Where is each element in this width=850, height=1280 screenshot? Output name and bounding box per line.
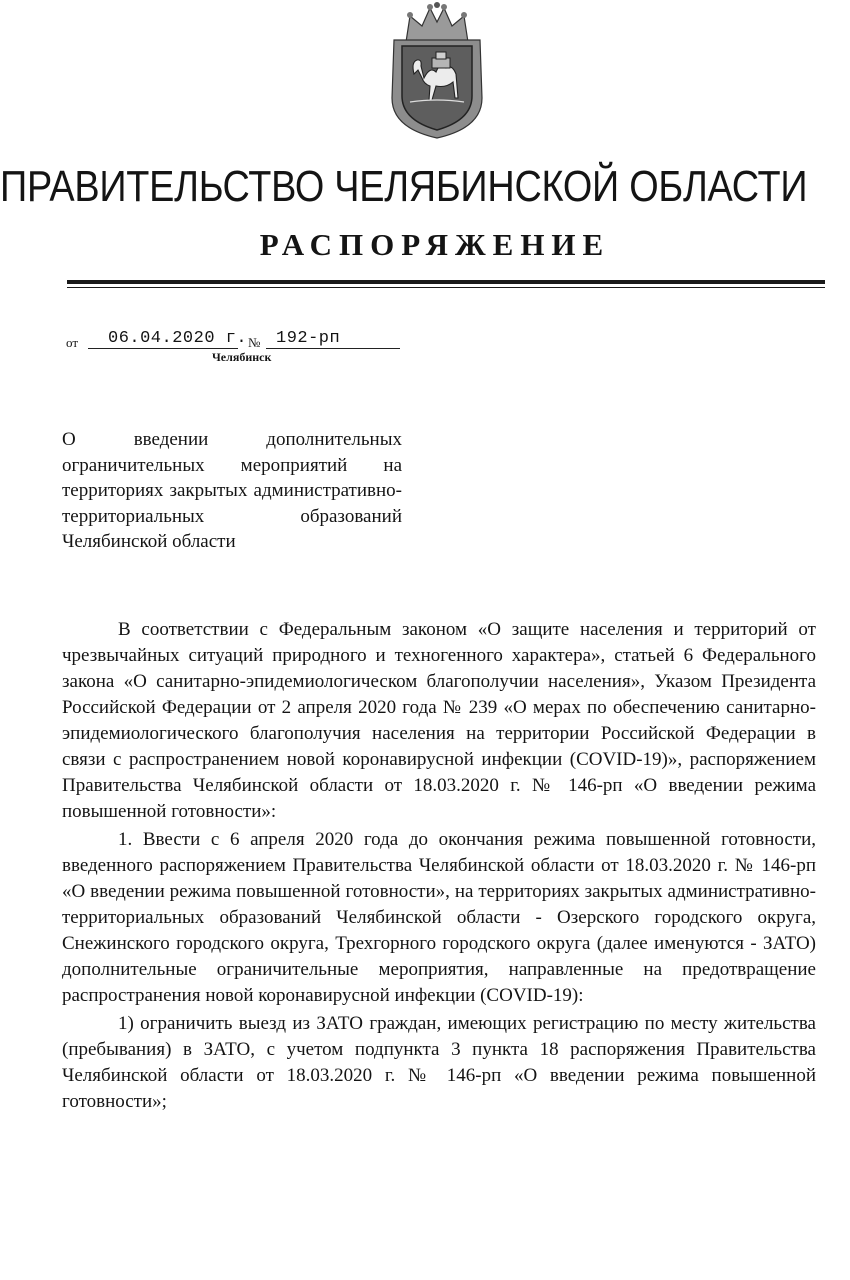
document-date: 06.04.2020 г. <box>108 329 248 348</box>
chelyabinsk-coat-of-arms-icon <box>384 2 490 140</box>
number-underline <box>266 348 400 349</box>
document-number: 192-рп <box>276 329 341 348</box>
document-type: РАСПОРЯЖЕНИЕ <box>259 227 611 262</box>
header-divider-thick <box>67 280 825 284</box>
from-label: от <box>66 335 79 350</box>
header-divider-thin <box>67 287 825 288</box>
number-label: № <box>248 335 261 350</box>
city-label: Челябинск <box>212 350 272 364</box>
item-1-paragraph: 1. Ввести с 6 апреля 2020 года до окончания режима повышенной готовности, введенного распоряжением Правительства Челябинской области от 18.03.2020 г. № 146-рп «О введении режима повышенной готовности», на территориях закрытых административно-территориальных образований Челябинской области - Озерского городского округа, Снежинского городского округа, Трехгорного городского округа (далее именуются - ЗАТО) дополнительные ограничительные мероприятия, направленные на предотвращение распространения новой коронавирусной инфекции (COVID-19): <box>62 829 816 1006</box>
government-title: ПРАВИТЕЛЬСТВО ЧЕЛЯБИНСКОЙ ОБЛАСТИ <box>0 162 808 211</box>
item-1-1-paragraph: 1) ограничить выезд из ЗАТО граждан, имеющих регистрацию по месту жительства (пребывания) в ЗАТО, с учетом подпункта 3 пункта 18 распоряжения Правительства Челябинской области от 18.03.2020 г. № 146-рп «О введении режима повышенной готовности»; <box>62 1013 816 1112</box>
date-underline <box>88 348 238 349</box>
document-subject: О введении дополнительных ограничительных мероприятий на территориях закрытых административно-территориальных образований Челябинской области <box>62 429 402 552</box>
preamble-paragraph: В соответствии с Федеральным законом «О защите населения и территорий от чрезвычайных ситуаций природного и техногенного характера», статьей 6 Федерального закона «О санитарно-эпидемиологическом благополучии населения», Указом Президента Российской Федерации от 2 апреля 2020 года № 239 «О мерах по обеспечению санитарно-эпидемиологического благополучия населения на территории Российской Федерации в связи с распространением новой коронавирусной инфекции (COVID-19)», распоряжением Правительства Челябинской области от 18.03.2020 г. № 146-рп «О введении режима повышенной готовности»: <box>62 619 816 822</box>
document-body <box>62 617 816 1115</box>
